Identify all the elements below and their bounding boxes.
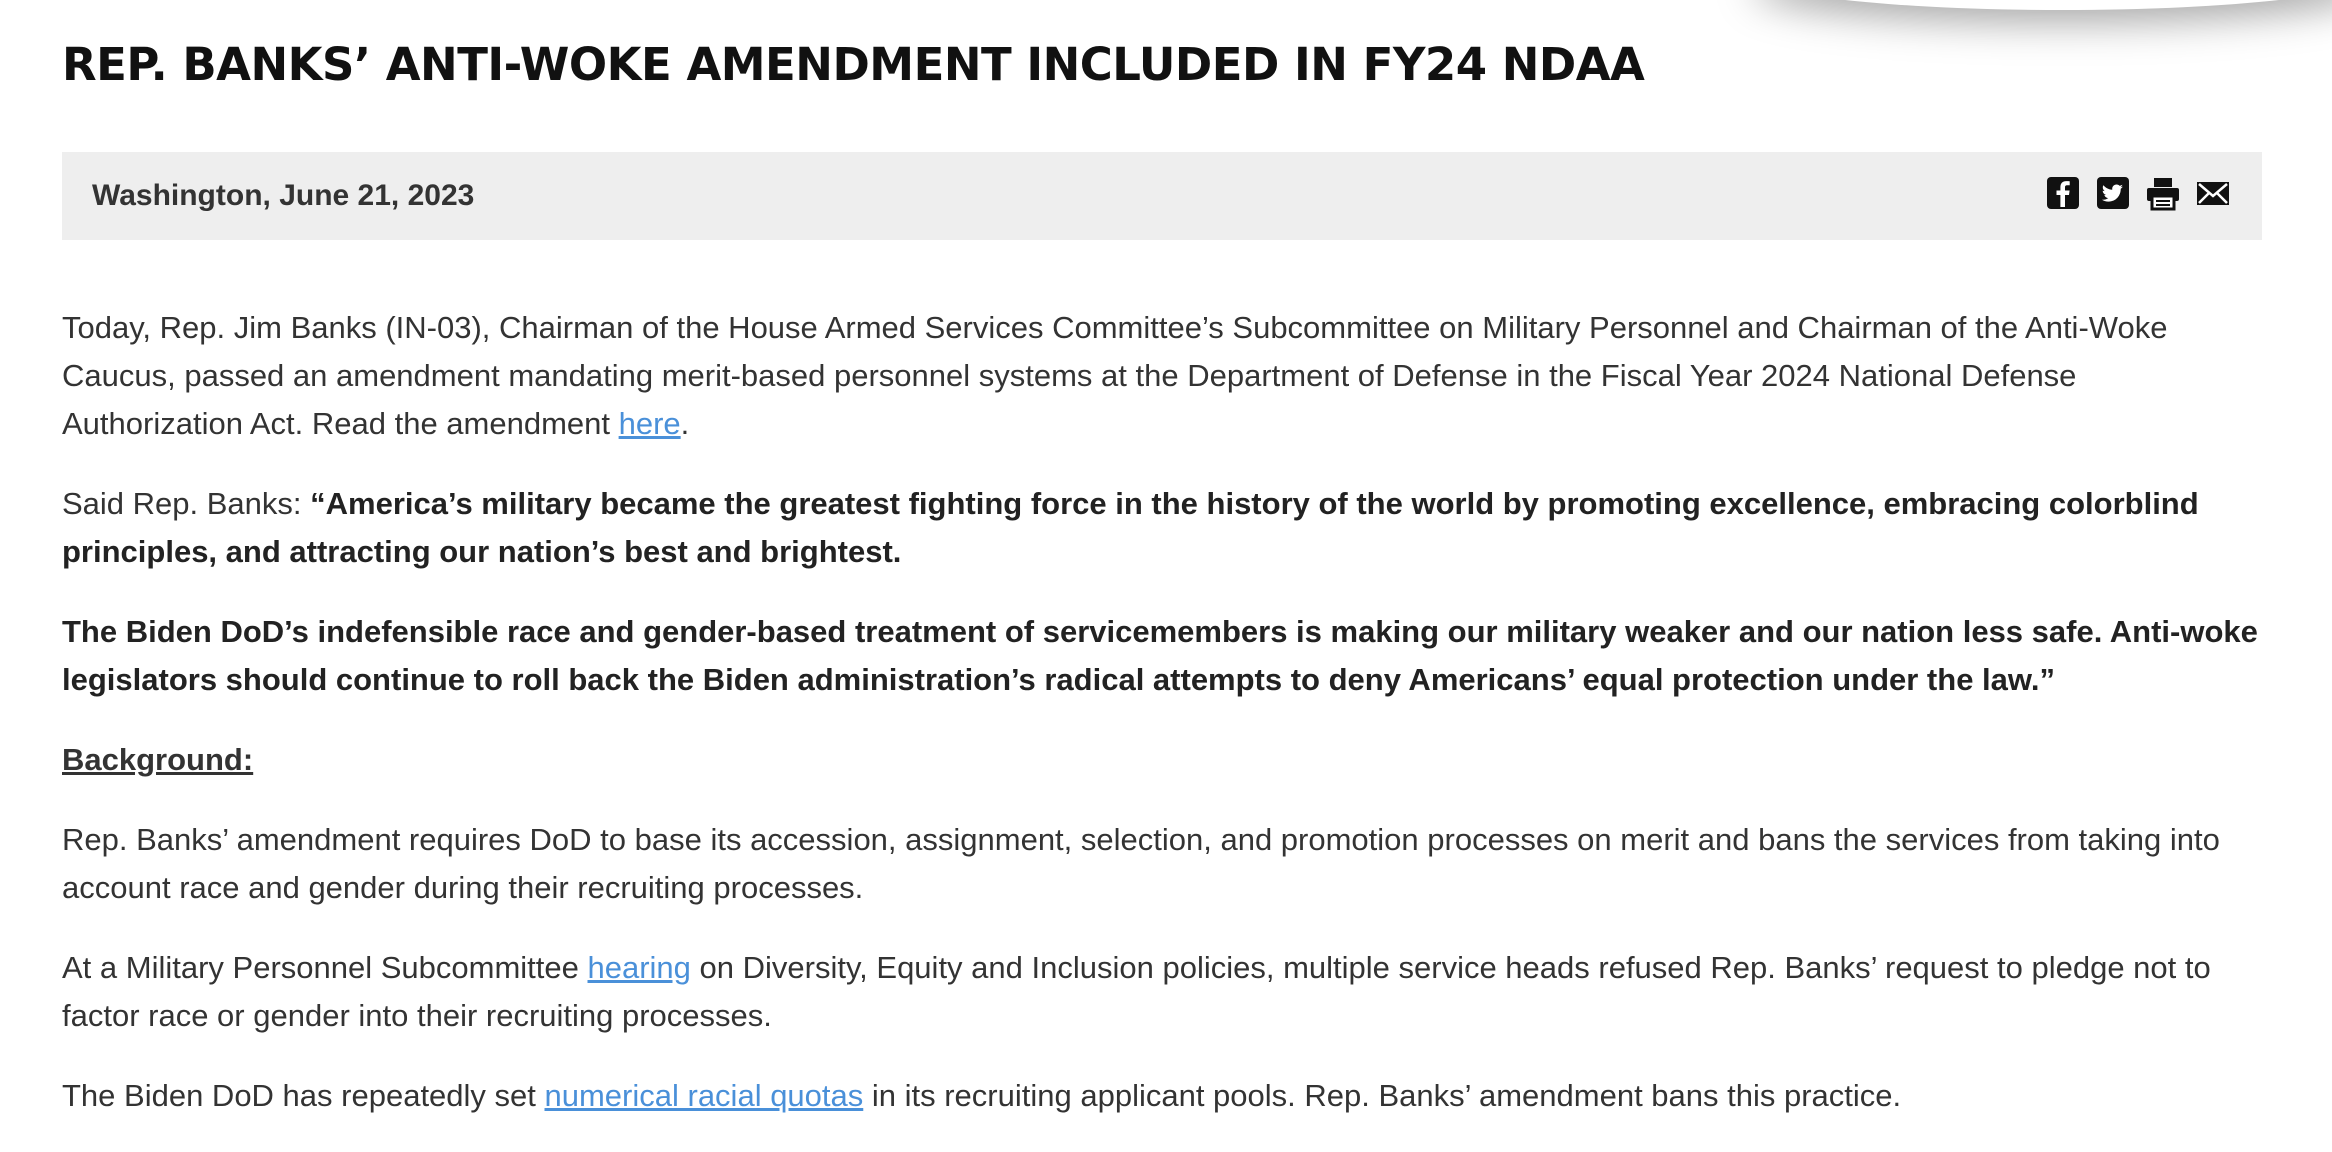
hearing-before: At a Military Personnel Subcommittee: [62, 950, 588, 985]
quote-text-1: “America’s military became the greatest fighting force in the history of the world by promoting excellence, embracing colorblind principles, and attracting our nation’s best and brightest.: [62, 486, 2199, 569]
quote-lead: Said Rep. Banks:: [62, 486, 311, 521]
intro-paragraph: [62, 304, 2262, 448]
quote-text-2: The Biden DoD’s indefensible race and gender-based treatment of servicemembers is making our military weaker and our nation less safe. Anti-woke legislators should continue to roll back the Biden administration’s radical attempts to deny Americans’ equal protection under the law.”: [62, 614, 2258, 697]
facebook-icon[interactable]: [2044, 174, 2082, 212]
background-paragraph-2: [62, 944, 2262, 1040]
hearing-after: on Diversity, Equity and Inclusion policies, multiple service heads refused Rep. Banks’ request to pledge not to factor race or gender into their recruiting processes.: [62, 950, 2211, 1033]
quotas-before: The Biden DoD has repeatedly set: [62, 1078, 545, 1113]
page-title: REP. BANKS’ ANTI-WOKE AMENDMENT INCLUDED IN FY24 NDAA: [62, 38, 1645, 91]
hearing-link[interactable]: hearing: [587, 950, 691, 985]
dateline: Washington, June 21, 2023: [92, 179, 475, 212]
intro-text: Today, Rep. Jim Banks (IN-03), Chairman of the House Armed Services Committee’s Subcommittee on Military Personnel and Chairman of the Anti-Woke Caucus, passed an amendment mandating merit-based personnel systems at the Department of Defense in the Fiscal Year 2024 National Defense Authorization Act. Read the amendment: [62, 310, 2168, 441]
background-heading: Background:: [62, 742, 254, 777]
email-icon[interactable]: [2194, 174, 2232, 212]
print-icon[interactable]: [2144, 174, 2182, 212]
quote-paragraph-1: [62, 480, 2262, 576]
share-toolbar: [2044, 174, 2232, 212]
article-body: [62, 304, 2262, 1120]
background-paragraph-3: [62, 1072, 2262, 1120]
quotas-after: in its recruiting applicant pools. Rep. Banks’ amendment bans this practice.: [863, 1078, 1902, 1113]
press-release: [62, 0, 2262, 1152]
background-paragraph-1: Rep. Banks’ amendment requires DoD to base its accession, assignment, selection, and promotion processes on merit and bans the services from taking into account race and gender during their recruiting processes.: [62, 822, 2220, 905]
background-heading-paragraph: [62, 736, 2262, 784]
dateline-bar: [62, 152, 2262, 240]
twitter-icon[interactable]: [2094, 174, 2132, 212]
quotas-link[interactable]: numerical racial quotas: [544, 1078, 864, 1113]
amendment-link[interactable]: here: [618, 406, 681, 441]
intro-tail: .: [680, 406, 690, 441]
quote-paragraph-2: [62, 608, 2262, 704]
